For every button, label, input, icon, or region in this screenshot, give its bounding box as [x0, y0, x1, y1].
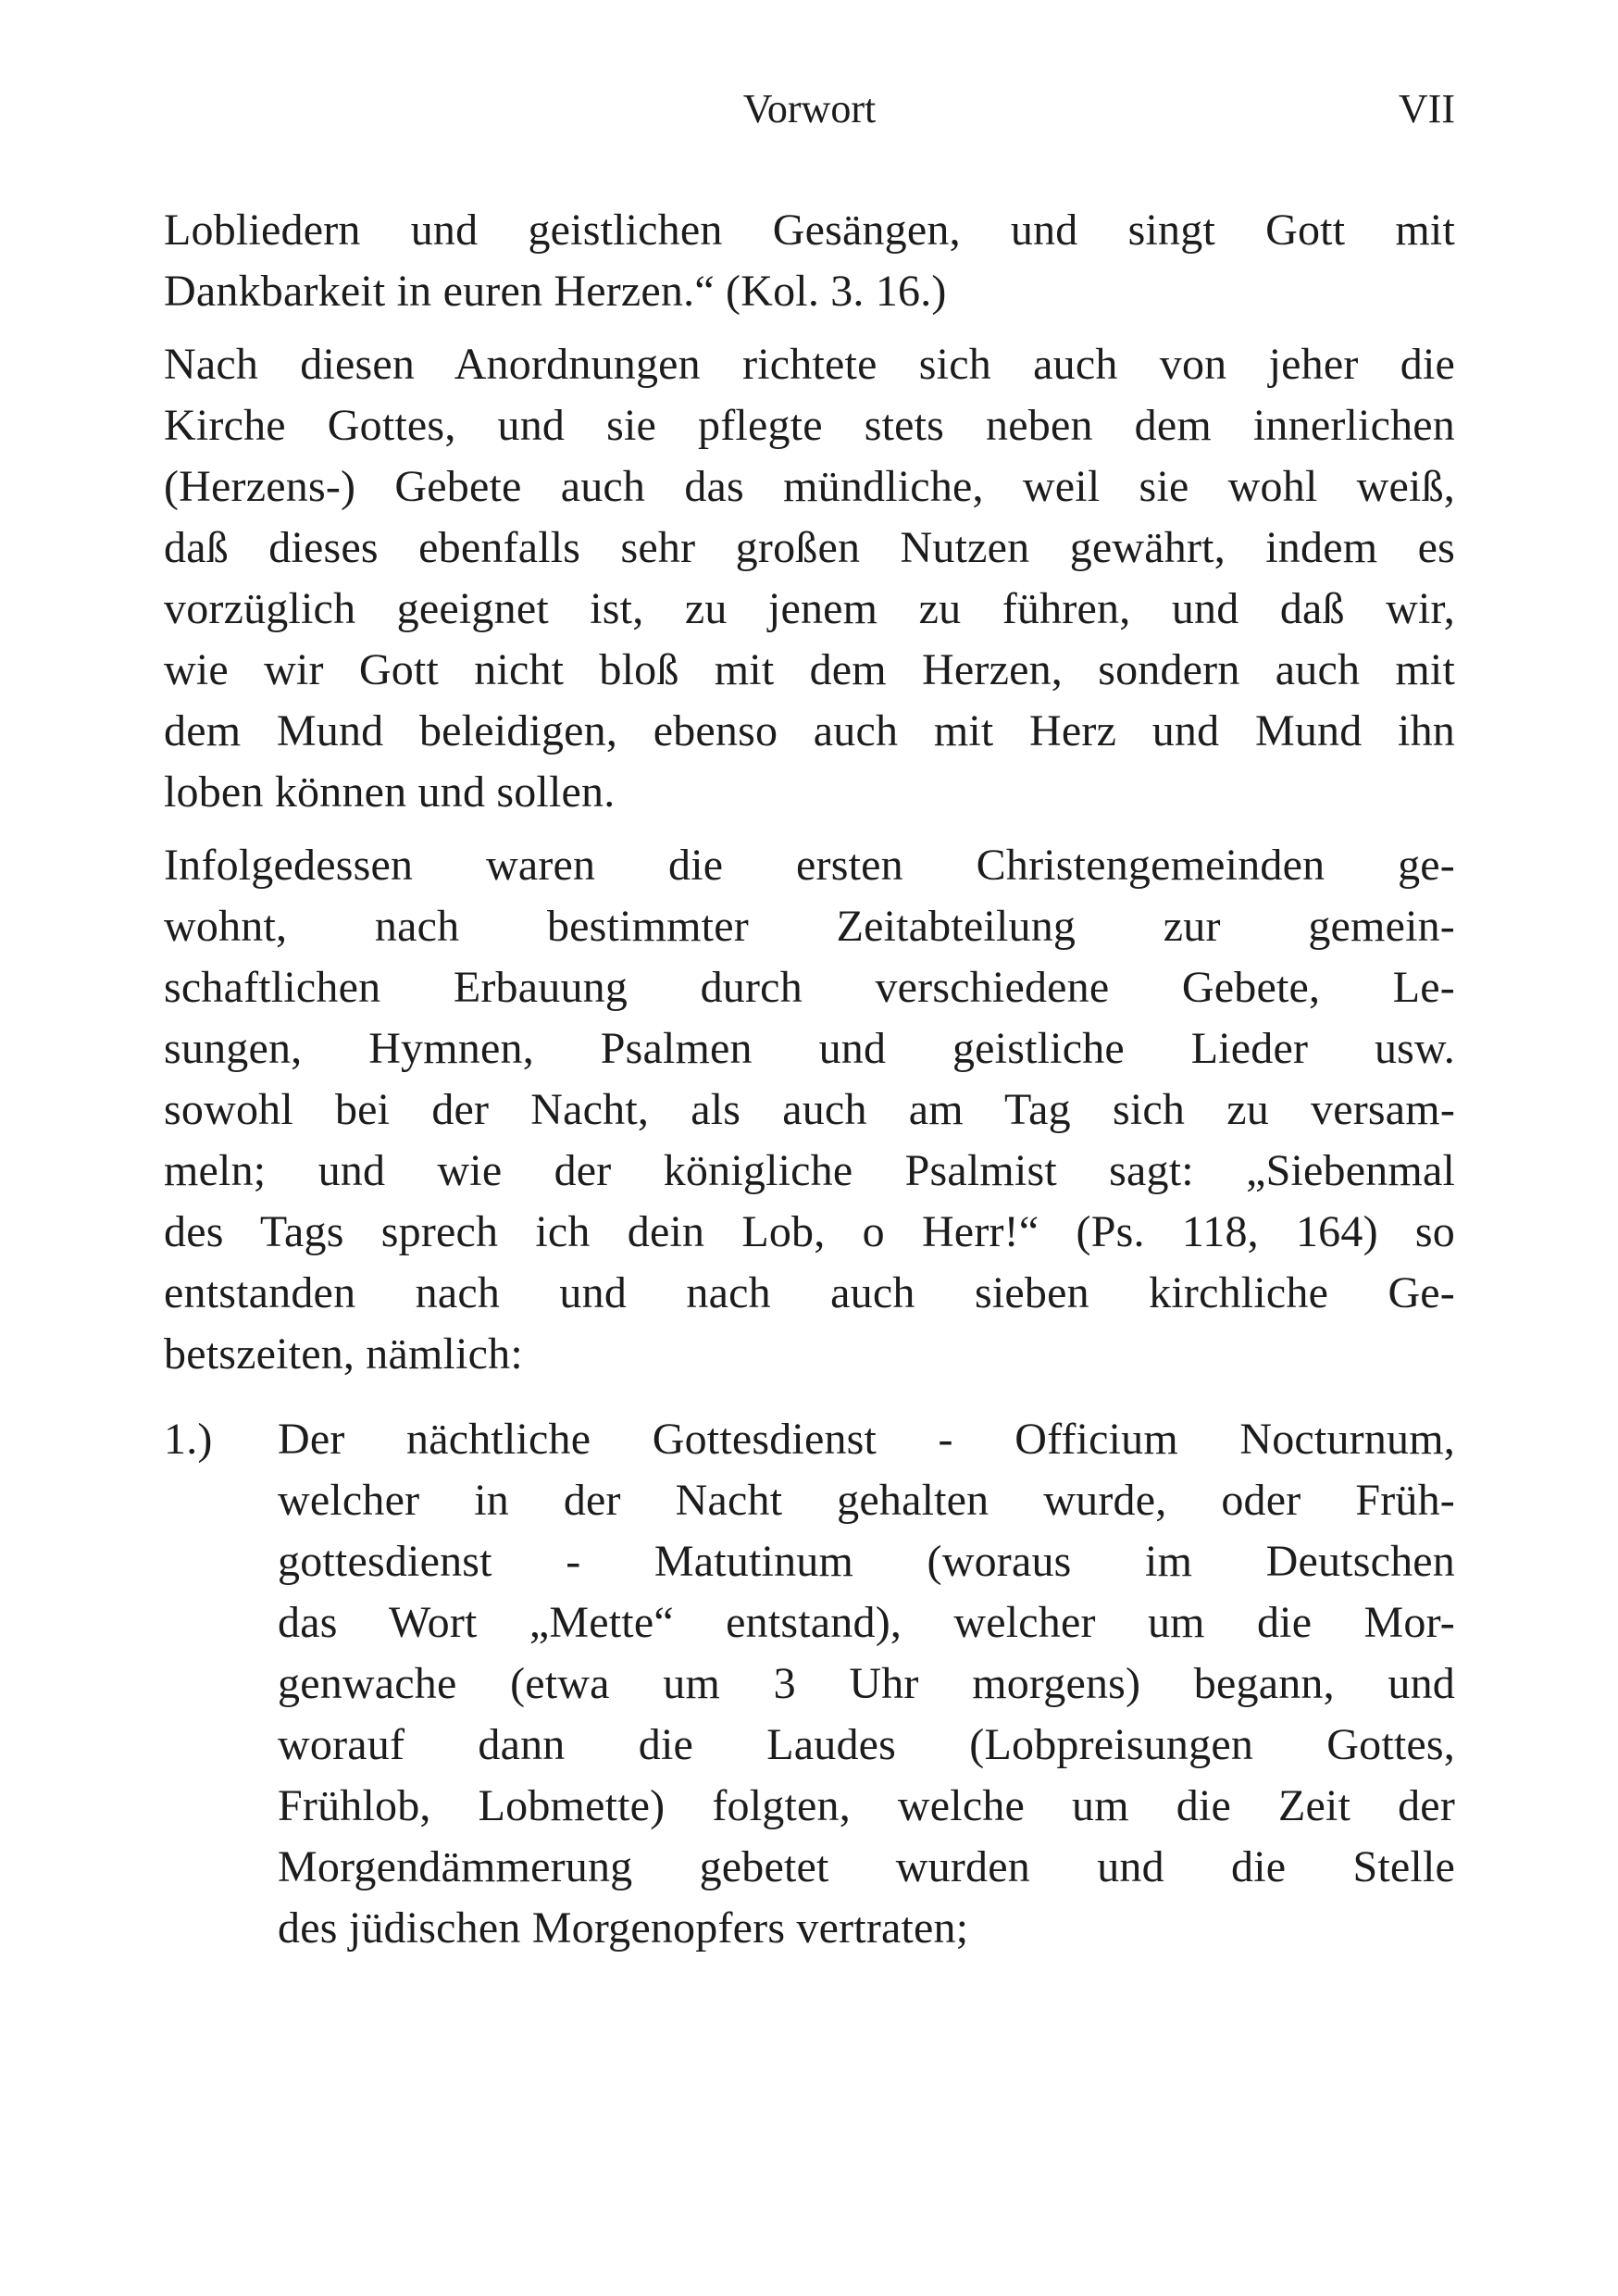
text-line: des Tags sprech ich dein Lob, o Herr!“ (Ps. 118, 164) so [164, 1207, 1455, 1256]
text-line: Nach diesen Anordnungen richtete sich auch von jeher die [164, 340, 1455, 389]
paragraph [164, 835, 1455, 1385]
page-title: Vorwort [742, 86, 877, 131]
text-line: Morgendämmerung gebetet wurden und die Stelle [278, 1842, 1455, 1891]
text-line: wohnt, nach bestimmter Zeitabteilung zur gemein- [164, 902, 1455, 951]
list-item [164, 1409, 1455, 1959]
text-line: meln; und wie der königliche Psalmist sagt: „Siebenmal [164, 1146, 1455, 1195]
text-line: des jüdischen Morgenopfers vertraten; [278, 1903, 969, 1953]
text-line: loben können und sollen. [164, 767, 616, 817]
text-line: sungen, Hymnen, Psalmen und geistliche Lieder usw. [164, 1024, 1455, 1073]
text-line: betszeiten, nämlich: [164, 1329, 523, 1379]
text-line: entstanden nach und nach auch sieben kirchliche Ge- [164, 1268, 1455, 1317]
text-line: (Herzens-) Gebete auch das mündliche, weil sie wohl weiß, [164, 462, 1455, 511]
text-line: Der nächtliche Gottesdienst - Officium Nocturnum, [278, 1415, 1455, 1464]
text-line: das Wort „Mette“ entstand), welcher um die Mor- [278, 1598, 1455, 1647]
text-line: Dankbarkeit in euren Herzen.“ (Kol. 3. 16.) [164, 267, 947, 316]
text-line: schaftlichen Erbauung durch verschiedene Gebete, Le- [164, 963, 1455, 1012]
paragraph [164, 334, 1455, 823]
text-line: dem Mund beleidigen, ebenso auch mit Herz und Mund ihn [164, 706, 1455, 755]
text-line: Frühlob, Lobmette) folgten, welche um die Zeit der [278, 1781, 1455, 1830]
text-line: Infolgedessen waren die ersten Christengemeinden ge- [164, 841, 1455, 890]
text-line: genwache (etwa um 3 Uhr morgens) begann, und [278, 1659, 1455, 1708]
text-line: wie wir Gott nicht bloß mit dem Herzen, sondern auch mit [164, 645, 1455, 694]
text-line: Kirche Gottes, und sie pflegte stets neben dem innerlichen [164, 401, 1455, 450]
text-line: sowohl bei der Nacht, als auch am Tag sich zu versam- [164, 1085, 1455, 1134]
running-head [164, 83, 1455, 135]
text-line: Lobliedern und geistlichen Gesängen, und singt Gott mit [164, 206, 1455, 255]
paragraph [164, 200, 1455, 322]
text-line: gottesdienst - Matutinum (woraus im Deutschen [278, 1537, 1455, 1586]
text-line: daß dieses ebenfalls sehr großen Nutzen gewährt, indem es [164, 523, 1455, 572]
text-line: worauf dann die Laudes (Lobpreisungen Gottes, [278, 1720, 1455, 1769]
text-line: welcher in der Nacht gehalten wurde, oder Früh- [278, 1476, 1455, 1525]
text-line: vorzüglich geeignet ist, zu jenem zu führen, und daß wir, [164, 584, 1455, 633]
page-body [164, 200, 1455, 1959]
list-item-text [278, 1409, 1455, 1959]
list-marker: 1.) [164, 1415, 213, 1464]
page-number: VII [1398, 86, 1455, 131]
